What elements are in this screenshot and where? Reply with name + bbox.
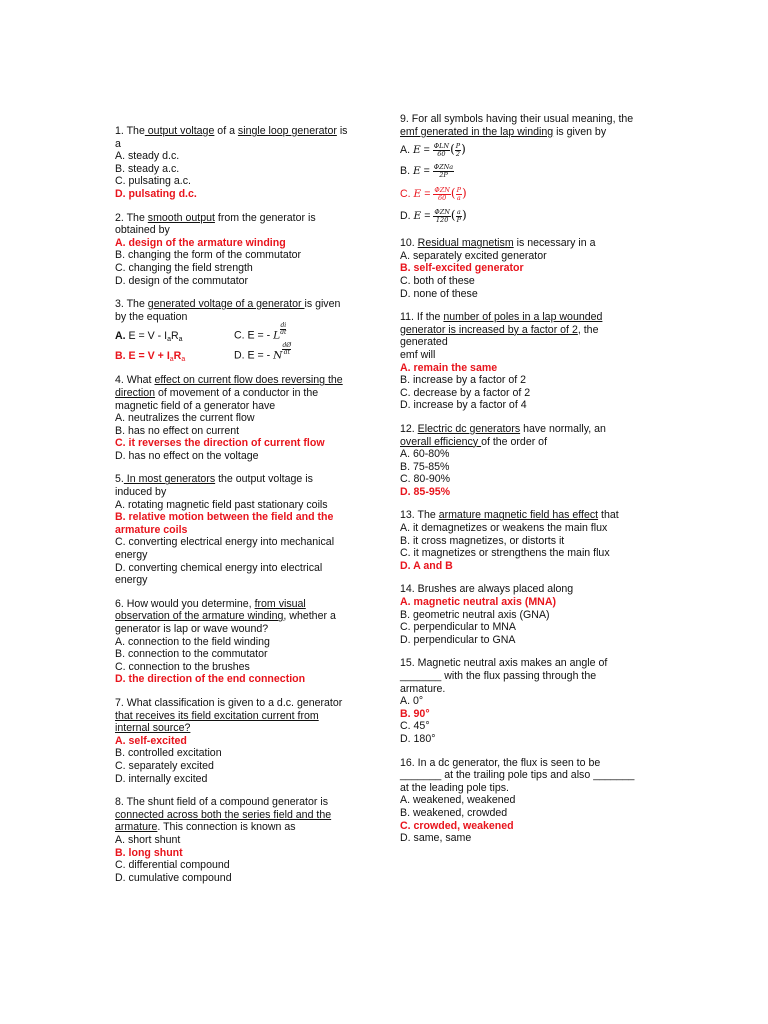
question-6-stem-cont: observation of the armature winding, whether a — [115, 610, 336, 623]
option-b: B. controlled excitation — [115, 747, 222, 760]
option-c: C. 45° — [400, 720, 430, 733]
option-d: D. E = $\frac{\text{ΦZN}}{120}$ ( $\frac{a}{P}$ ) — [400, 207, 467, 224]
question-16-stem-cont2: at the leading pole tips. — [400, 781, 509, 794]
question-5 — [115, 473, 377, 586]
question-1-stem: 1. The output voltage of a single loop generator is — [115, 125, 348, 137]
option-a: A. 0° — [400, 695, 424, 708]
correct-answer: B. 90° — [400, 707, 430, 720]
option-b: B. increase by a factor of 2 — [400, 374, 527, 387]
question-6-stem: 6. How would you determine, from visual — [115, 597, 306, 610]
question-14-stem: 14. Brushes are always placed along — [400, 583, 574, 596]
di-dt-fraction: $\frac{di}{dt}$ — [280, 322, 287, 337]
question-15-stem-cont2: armature. — [400, 682, 446, 695]
fraction: $\frac{P}{a}$ — [456, 185, 461, 202]
question-11-stem-cont2: generated — [400, 336, 448, 349]
correct-answer: B. $E = V + I_aR_a$ — [115, 349, 186, 363]
option-c: C. changing the field strength — [115, 261, 253, 274]
question-4 — [115, 374, 377, 462]
option-c: C. differential compound — [115, 859, 230, 872]
question-7-stem: 7. What classification is given to a d.c. generator — [115, 696, 343, 709]
option-c: C. decrease by a factor of 2 — [400, 386, 531, 399]
question-12-stem-cont: overall efficiency of the order of — [400, 435, 548, 448]
option-d: D. E = - N $\frac{dØ}{dt}$ — [234, 342, 292, 362]
correct-answer: A. magnetic neutral axis (MNA) — [400, 596, 556, 609]
right-column — [400, 113, 662, 856]
question-8-stem-cont: connected across both the series field and the — [115, 808, 332, 821]
question-10 — [400, 237, 662, 300]
fraction: $\frac{\text{ΦLN}}{60}$ — [433, 141, 450, 158]
question-3-stem-cont: by the equation — [115, 310, 188, 323]
equation-row-1 — [115, 323, 377, 343]
question-12 — [400, 423, 662, 499]
question-1 — [115, 125, 377, 201]
question-13-stem: 13. The armature magnetic field has effect that — [400, 509, 619, 522]
fraction: $\frac{P}{2}$ — [455, 141, 461, 158]
option-a: A. $E = V - I_aR_a$ — [115, 329, 183, 343]
question-11-stem: 11. If the number of poles in a lap wounded — [400, 311, 603, 324]
option-b: B. steady a.c. — [115, 162, 180, 175]
question-3 — [115, 298, 377, 363]
option-c: C. pulsating a.c. — [115, 175, 191, 188]
question-7 — [115, 697, 377, 785]
correct-answer: D. 85-95% — [400, 485, 451, 498]
question-16-stem: 16. In a dc generator, the flux is seen to be — [400, 756, 601, 769]
option-a: A. weakened, weakened — [400, 794, 516, 807]
question-9-stem-cont: emf generated in the lap winding is given by — [400, 125, 607, 138]
question-8 — [115, 796, 377, 884]
correct-answer: A. design of the armature winding — [115, 236, 286, 249]
question-11-stem-cont: generator is increased by a factor of 2, the — [400, 323, 599, 336]
option-d: D. design of the commutator — [115, 274, 249, 287]
question-7-stem-cont2: internal source? — [115, 722, 191, 735]
option-b: B. connection to the commutator — [115, 648, 268, 661]
question-6-stem-cont2: generator is lap or wave wound? — [115, 623, 269, 635]
correct-answer: B. long shunt — [115, 846, 183, 859]
option-c: C. separately excited — [115, 759, 214, 772]
option-b: B. geometric neutral axis (GNA) — [400, 608, 550, 621]
question-15 — [400, 657, 662, 745]
question-4-stem-cont: direction of movement of a conductor in the — [115, 386, 319, 399]
question-2-stem: 2. The smooth output from the generator is — [115, 211, 316, 224]
correct-answer: A. remain the same — [400, 361, 498, 374]
question-2-stem-cont: obtained by — [115, 224, 170, 237]
fraction: $\frac{a}{P}$ — [456, 207, 461, 224]
correct-answer: D. the direction of the end connection — [115, 673, 306, 686]
question-11 — [400, 311, 662, 412]
question-16 — [400, 757, 662, 845]
question-10-stem: 10. Residual magnetism is necessary in a — [400, 237, 596, 250]
option-a: A. rotating magnetic field past stationary coils — [115, 498, 328, 511]
correct-answer: D. A and B — [400, 559, 453, 572]
option-d: D. cumulative compound — [115, 871, 232, 884]
question-4-stem-cont2: magnetic field of a generator have — [115, 399, 276, 412]
question-14 — [400, 583, 662, 646]
option-a: A. neutralizes the current flow — [115, 412, 255, 425]
option-c: C. it magnetizes or strengthens the main flux — [400, 547, 610, 560]
option-d: D. same, same — [400, 832, 472, 845]
correct-answer: B. self-excited generator — [400, 262, 524, 275]
fraction: $\frac{\text{ΦZN}}{60}$ — [434, 185, 450, 202]
option-b: B. weakened, crowded — [400, 806, 508, 819]
question-1-stem-cont: a — [115, 137, 121, 150]
question-15-stem: 15. Magnetic neutral axis makes an angle of — [400, 657, 608, 670]
option-d: D. has no effect on the voltage — [115, 449, 259, 462]
option-c: C. perpendicular to MNA — [400, 621, 516, 634]
correct-answer: D. pulsating d.c. — [115, 187, 197, 200]
option-c: C. 80-90% — [400, 473, 451, 486]
option-a: A. steady d.c. — [115, 150, 180, 163]
question-16-stem-cont: _______ at the trailing pole tips and also _______ — [400, 769, 635, 782]
option-a: A. separately excited generator — [400, 249, 547, 262]
question-9-stem: 9. For all symbols having their usual meaning, the — [400, 113, 634, 125]
correct-answer-cont: armature coils — [115, 523, 188, 536]
fraction: $\frac{\text{ΦZNa}}{2P}$ — [433, 162, 454, 179]
option-a: A. it demagnetizes or weakens the main flux — [400, 522, 608, 535]
option-b: B. changing the form of the commutator — [115, 249, 302, 262]
correct-answer: B. relative motion between the field and the — [115, 511, 334, 524]
option-d: D. none of these — [400, 287, 478, 300]
dphi-dt-fraction: $\frac{dØ}{dt}$ — [282, 342, 292, 357]
option-b: B. has no effect on current — [115, 424, 240, 437]
option-d-cont: energy — [115, 574, 148, 587]
option-c-cont: energy — [115, 549, 148, 562]
question-13 — [400, 509, 662, 572]
option-b: B. 75-85% — [400, 460, 450, 473]
option-a: A. 60-80% — [400, 448, 450, 461]
option-c: C. converting electrical energy into mechanical — [115, 536, 335, 549]
option-c: C. E = - L $\frac{di}{dt}$ — [234, 322, 287, 342]
correct-answer: A. self-excited — [115, 734, 187, 747]
fraction: $\frac{\text{ΦZN}}{120}$ — [434, 207, 450, 224]
option-c: C. both of these — [400, 274, 475, 287]
option-a: A. short shunt — [115, 833, 181, 846]
question-4-stem: 4. What effect on current flow does reversing the — [115, 374, 343, 387]
option-d: D. 180° — [400, 732, 436, 745]
question-8-stem: 8. The shunt field of a compound generator is — [115, 796, 328, 809]
option-d: D. internally excited — [115, 772, 208, 785]
question-15-stem-cont: _______ with the flux passing through the — [400, 670, 597, 682]
correct-answer: C. E = $\frac{\text{ΦZN}}{60}$ ( $\frac{P}{a}$ ) — [400, 185, 467, 202]
question-2 — [115, 212, 377, 288]
option-d: D. perpendicular to GNA — [400, 633, 516, 646]
correct-answer: C. it reverses the direction of current flow — [115, 437, 325, 450]
correct-answer: C. crowded, weakened — [400, 819, 514, 832]
option-b: B. E = $\frac{\text{ΦZNa}}{2P}$ — [400, 162, 454, 179]
left-column — [115, 125, 377, 895]
question-9 — [400, 113, 662, 226]
option-d: D. increase by a factor of 4 — [400, 399, 527, 412]
equation-row-2 — [115, 343, 377, 363]
option-a: A. E = $\frac{\text{ΦLN}}{60}$ ( $\frac{P}{2}$ ) — [400, 141, 466, 158]
option-d: D. converting chemical energy into electrical — [115, 561, 323, 574]
option-a: A. connection to the field winding — [115, 635, 270, 648]
question-8-stem-cont2: armature. This connection is known as — [115, 821, 296, 834]
option-c: C. connection to the brushes — [115, 660, 250, 673]
question-6 — [115, 598, 377, 686]
option-b: B. it cross magnetizes, or distorts it — [400, 534, 565, 547]
question-5-stem-cont: induced by — [115, 486, 167, 499]
question-12-stem: 12. Electric dc generators have normally, an — [400, 422, 606, 435]
question-3-stem: 3. The generated voltage of a generator is given — [115, 298, 341, 311]
question-5-stem: 5. In most generators the output voltage is — [115, 473, 313, 486]
question-11-stem-cont3: emf will — [400, 348, 436, 361]
question-7-stem-cont: that receives its field excitation current from — [115, 709, 319, 722]
